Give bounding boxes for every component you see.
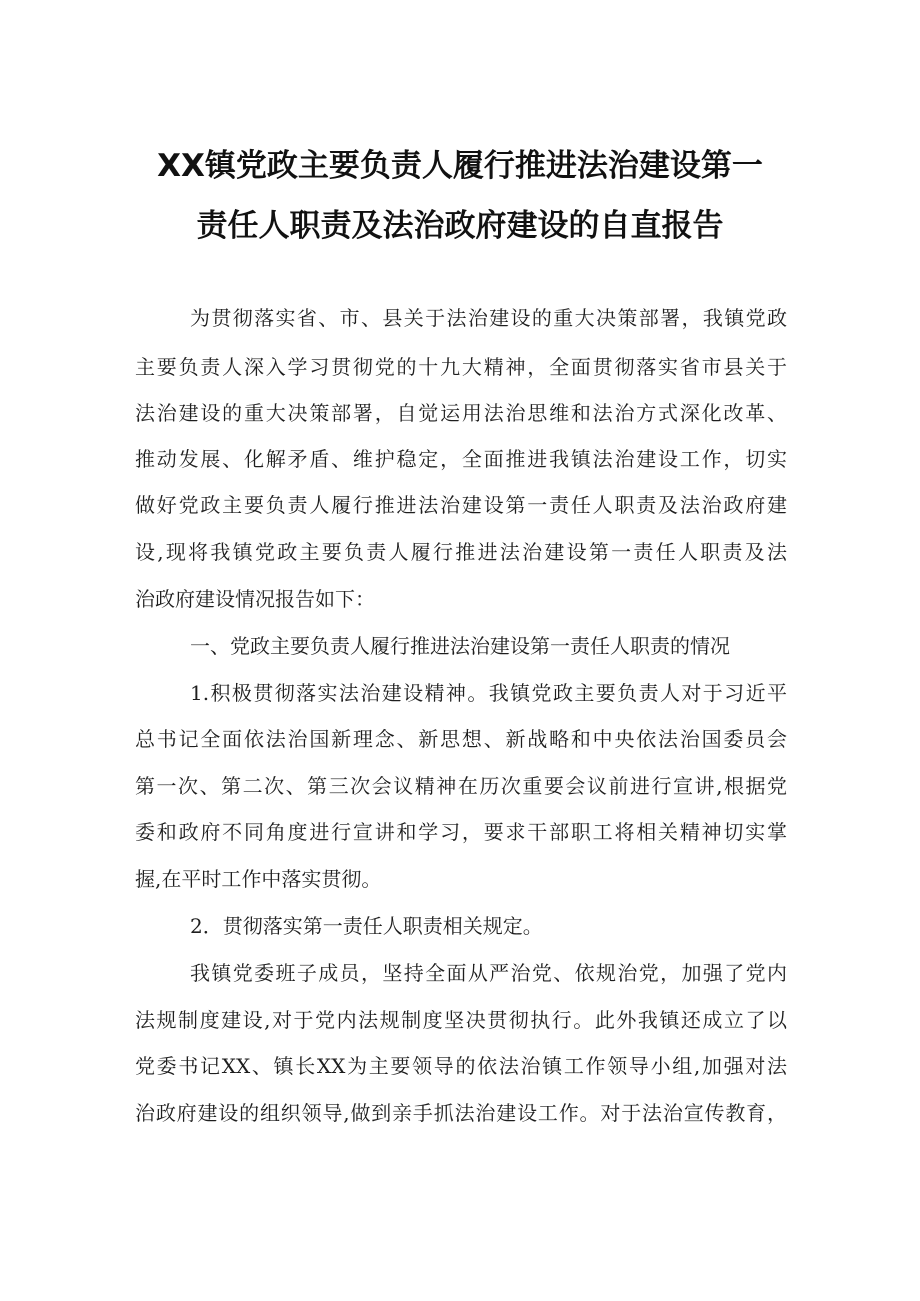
paragraph-line: 设,现将我镇党政主要负责人履行推进法治建设第一责任人职责及法 — [135, 540, 787, 564]
paragraph-line: 1.积极贯彻落实法治建设精神。我镇党政主要负责人对于习近平 — [190, 681, 787, 705]
paragraph-line: 做好党政主要负责人履行推进法治建设第一责任人职责及法治政府建 — [135, 493, 787, 517]
paragraph-line: 治政府建设情况报告如下： — [135, 587, 375, 611]
paragraph-line: 握,在平时工作中落实贯彻。 — [135, 867, 382, 891]
paragraph-line: 法治建设的重大决策部署，自觉运用法治思维和法治方式深化改革、 — [135, 401, 787, 425]
paragraph-line: 党委书记XX、镇长XX为主要领导的依法治镇工作领导小组,加强对法 — [135, 1054, 787, 1078]
paragraph-line: 委和政府不同角度进行宣讲和学习，要求干部职工将相关精神切实掌 — [135, 820, 787, 844]
paragraph-line: 治政府建设的组织领导,做到亲手抓法治建设工作。对于法治宣传教育， — [135, 1101, 787, 1125]
paragraph-line: 为贯彻落实省、市、县关于法治建设的重大决策部署，我镇党政 — [190, 306, 787, 330]
paragraph-line: 主要负责人深入学习贯彻党的十九大精神，全面贯彻落实省市县关于 — [135, 355, 787, 379]
paragraph-line: 推动发展、化解矛盾、维护稳定，全面推进我镇法治建设工作，切实 — [135, 447, 787, 471]
paragraph-line: 法规制度建设,对于党内法规制度坚决贯彻执行。此外我镇还成立了以 — [135, 1008, 787, 1032]
section-heading: 一、党政主要负责人履行推进法治建设第一责任人职责的情况 — [190, 634, 730, 658]
document-title-line-1: XX镇党政主要负责人履行推进法治建设第一 — [157, 148, 763, 184]
document-title-line-2: 责任人职责及法治政府建设的自直报告 — [196, 208, 724, 244]
subsection-heading: 2．贯彻落实第一责任人职责相关规定。 — [190, 914, 543, 938]
paragraph-line: 第一次、第二次、第三次会议精神在历次重要会议前进行宣讲,根据党 — [135, 774, 787, 798]
paragraph-line: 总书记全面依法治国新理念、新思想、新战略和中央依法治国委员会 — [135, 727, 787, 751]
paragraph-line: 我镇党委班子成员，坚持全面从严治党、依规治党，加强了党内 — [190, 961, 787, 985]
